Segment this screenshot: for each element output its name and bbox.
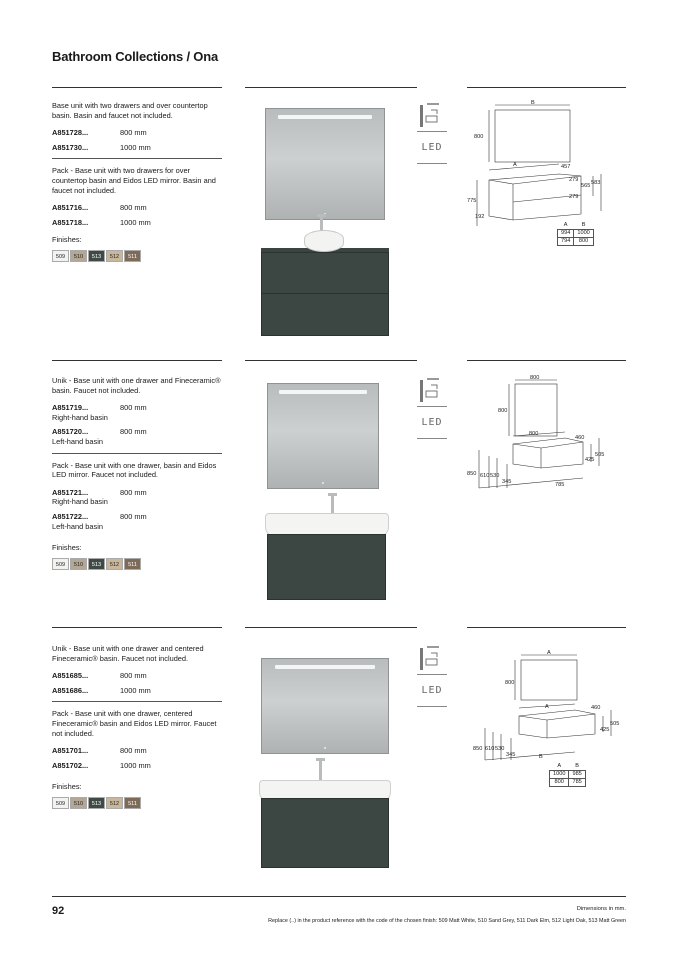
product-code: A851716... (52, 203, 89, 213)
dim-table-cell: 1000 (550, 771, 569, 779)
dim-table-header: B (575, 763, 579, 769)
section-rule (245, 627, 417, 628)
mirror-led-strip (275, 665, 376, 669)
product-code: A851721... (52, 487, 89, 497)
pack-description: Pack - Base unit with two drawers for over countertop basin and Eidos LED mirror. Basin and faucet not included. (52, 166, 216, 195)
faucet-basin-icon (417, 375, 447, 407)
dim-table-cell: 800 (574, 238, 593, 246)
dim-table-cell: 800 (550, 779, 569, 787)
finishes-label: Finishes: (52, 235, 82, 245)
led-icon (417, 675, 447, 707)
finish-swatch: 509 (52, 250, 69, 262)
section-rule (467, 360, 626, 361)
mirror-sensor (322, 482, 324, 484)
section-rule (52, 360, 222, 361)
base-unit-cabinet (261, 798, 389, 868)
product-size: 800 mm (120, 746, 147, 756)
dim-mirror-height: 800 (498, 408, 508, 414)
dim-mirror-width: A (547, 650, 551, 656)
unit-description: Unik - Base unit with one drawer and Fineceramic® basin. Faucet not included. (52, 376, 221, 395)
dim-h2: 610 (485, 746, 495, 752)
product-code: A851722... (52, 511, 89, 521)
technical-drawing (465, 372, 625, 497)
finish-swatch: 513 (88, 797, 105, 809)
finish-swatch: 511 (124, 250, 141, 262)
faucet-spout (317, 214, 326, 217)
divider (52, 453, 222, 454)
divider (52, 158, 222, 159)
finish-swatch: 512 (106, 558, 123, 570)
dim-depth: 460 (575, 435, 585, 441)
finish-swatches (52, 797, 222, 809)
dimension-table (549, 763, 586, 787)
finish-swatch: 513 (88, 250, 105, 262)
product-size: 1000 mm (120, 760, 151, 770)
mirror-led-strip (279, 390, 367, 394)
product-code: A851702... (52, 760, 89, 770)
product-text (52, 101, 222, 262)
product-code: A851685... (52, 671, 89, 681)
technical-drawing (465, 96, 625, 226)
led-icon (417, 407, 447, 439)
dim-table-cell: 985 (569, 771, 585, 779)
product-code: A851730... (52, 142, 89, 152)
finish-swatches (52, 558, 222, 570)
dim-table-header: A (563, 222, 568, 228)
dim-h1: 279 (569, 177, 579, 183)
product-row (52, 488, 222, 507)
product-code: A851686... (52, 685, 89, 695)
product-row (52, 761, 222, 771)
product-row (52, 218, 222, 228)
led-label: LED (421, 417, 443, 428)
led-mirror (267, 383, 379, 489)
product-size: 1000 mm (120, 217, 151, 227)
dim-h3: 530 (490, 473, 500, 479)
dim-unit-width: A (513, 162, 517, 168)
product-size: 1000 mm (120, 142, 151, 152)
dim-table-cell: 794 (558, 238, 574, 246)
led-mirror (265, 108, 385, 220)
finish-swatch: 509 (52, 797, 69, 809)
dim-h4: 345 (506, 752, 516, 758)
mirror-sensor (324, 747, 326, 749)
countertop-basin (304, 230, 344, 252)
base-unit-cabinet (267, 534, 386, 600)
product-note: Right-hand basin (52, 412, 108, 422)
finish-swatch: 511 (124, 558, 141, 570)
product-row (52, 403, 222, 422)
product-code: A851701... (52, 746, 89, 756)
mirror-led-strip (278, 115, 372, 119)
led-mirror (261, 658, 389, 754)
dim-table-cell: 785 (569, 779, 585, 787)
dim-table-header: B (581, 222, 586, 228)
dim-depth: 457 (561, 164, 571, 170)
product-row (52, 746, 222, 756)
header-rule (245, 87, 417, 88)
dim-mirror-width: B (531, 100, 535, 106)
faucet-basin-icon (417, 643, 447, 675)
dim-d2: 505 (610, 721, 620, 727)
dim-d2: 505 (595, 452, 605, 458)
feature-icons (417, 100, 447, 164)
dim-d3: 425 (585, 457, 595, 463)
dim-total-height: 775 (467, 198, 477, 204)
dim-d3: 425 (600, 727, 610, 733)
dim-mirror-height: 800 (505, 680, 515, 686)
finish-swatch: 509 (52, 558, 69, 570)
finish-swatch: 513 (88, 558, 105, 570)
faucet-basin-icon (417, 100, 447, 132)
product-size: 800 mm (120, 403, 147, 413)
product-row (52, 427, 222, 446)
pack-description: Pack - Base unit with one drawer, centered Fineceramic® basin and Eidos LED mirror. Faucet not included. (52, 709, 217, 738)
finish-swatch: 510 (70, 558, 87, 570)
product-size: 800 mm (120, 128, 147, 138)
finish-swatch: 510 (70, 797, 87, 809)
product-photo (245, 90, 417, 350)
product-photo (245, 640, 417, 880)
finish-swatch: 512 (106, 250, 123, 262)
product-code: A851728... (52, 128, 89, 138)
dim-h3: 530 (495, 746, 505, 752)
product-row (52, 203, 222, 213)
dim-h1: 850 (467, 471, 477, 477)
product-size: 800 mm (120, 671, 147, 681)
finishes-label: Finishes: (52, 543, 82, 553)
product-row (52, 512, 222, 531)
unit-description: Base unit with two drawers and over countertop basin. Basin and faucet not included. (52, 101, 208, 120)
page-number: 92 (52, 905, 65, 917)
finish-swatch: 511 (124, 797, 141, 809)
dim-unit-width: A (545, 704, 549, 710)
header-rule (52, 87, 222, 88)
section-rule (467, 627, 626, 628)
product-size: 800 mm (120, 203, 147, 213)
finish-swatch: 512 (106, 797, 123, 809)
product-row (52, 686, 222, 696)
feature-icons (417, 375, 447, 439)
product-size: 800 mm (120, 511, 147, 521)
product-note: Right-hand basin (52, 497, 108, 507)
dimension-table (557, 222, 594, 246)
finish-code-note: Replace (..) in the product reference with the code of the chosen finish: 509 Matt White, 510 Sand Grey, 511 Dark Elm, 512 Light Oak, 513 Matt Green (268, 918, 626, 924)
base-unit-cabinet (261, 252, 389, 336)
dim-length: 785 (555, 482, 565, 488)
product-size: 800 mm (120, 427, 147, 437)
dim-h4: 345 (502, 479, 512, 485)
product-size: 800 mm (120, 487, 147, 497)
header-rule (467, 87, 626, 88)
dim-mirror-width: 800 (530, 375, 540, 381)
product-text (52, 644, 222, 809)
faucet-spout (316, 758, 325, 761)
drawer-divider (262, 293, 388, 294)
product-size: 1000 mm (120, 685, 151, 695)
product-row (52, 143, 222, 153)
product-note: Left-hand basin (52, 436, 103, 446)
dim-unit-width: 800 (529, 431, 539, 437)
dim-length: B (539, 754, 543, 760)
page-title: Bathroom Collections / Ona (52, 49, 218, 64)
faucet (319, 758, 322, 782)
finish-swatches (52, 250, 222, 262)
dim-h3: 565 (581, 183, 591, 189)
product-row (52, 671, 222, 681)
product-code: A851720... (52, 427, 89, 437)
led-label: LED (421, 142, 443, 153)
section-rule (245, 360, 417, 361)
divider (52, 701, 222, 702)
faucet-spout (328, 493, 337, 496)
finish-swatch: 510 (70, 250, 87, 262)
dim-table-header: A (557, 763, 562, 769)
led-label: LED (421, 685, 443, 696)
dim-h2: 279 (569, 194, 579, 200)
dim-depth: 460 (591, 705, 601, 711)
dim-mirror-height: 800 (474, 134, 484, 140)
dim-table-cell: 1000 (574, 230, 593, 238)
product-code: A851719... (52, 403, 89, 413)
technical-drawing (465, 646, 625, 766)
product-text (52, 376, 222, 570)
product-code: A851718... (52, 217, 89, 227)
product-photo (245, 365, 417, 615)
unit-description: Unik - Base unit with one drawer and centered Fineceramic® basin. Faucet not included. (52, 644, 204, 663)
dim-plinth: 192 (475, 214, 485, 220)
pack-description: Pack - Base unit with one drawer, basin and Eidos LED mirror. Faucet not included. (52, 460, 217, 480)
feature-icons (417, 643, 447, 707)
dim-h1: 850 (473, 746, 483, 752)
product-row (52, 128, 222, 138)
footer-rule (52, 896, 626, 897)
section-rule (52, 627, 222, 628)
finishes-label: Finishes: (52, 782, 82, 792)
dim-h2: 610 (480, 473, 490, 479)
dim-table-cell: 994 (558, 230, 574, 238)
dimensions-note: Dimensions in mm. (576, 906, 626, 912)
dim-h4: 583 (591, 180, 601, 186)
product-note: Left-hand basin (52, 521, 103, 531)
faucet (331, 493, 334, 515)
led-icon (417, 132, 447, 164)
